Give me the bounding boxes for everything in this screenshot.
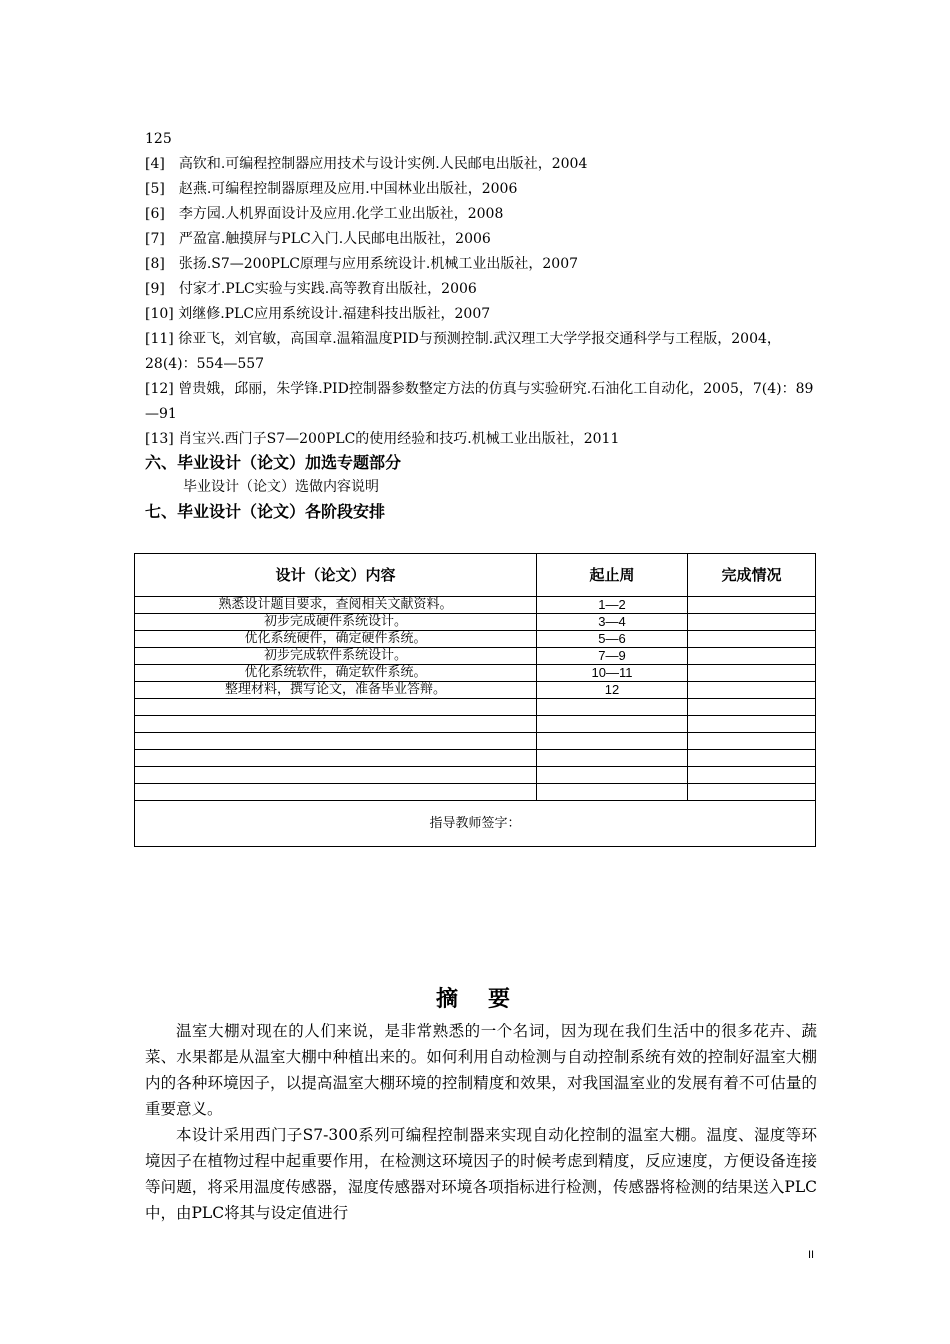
reference-item-12: [12] 曾贵娥，邱丽，朱学锋.PID控制器参数整定方法的仿真与实验研究.石油化工自动化，2005，7(4)：89—91 [145, 381, 814, 422]
table-row [135, 784, 816, 801]
signature-row [135, 801, 816, 847]
reference-list [145, 127, 817, 452]
advisor-signature-label: 指导教师签字： [135, 801, 816, 847]
cell-weeks [537, 784, 688, 801]
table-row [135, 750, 816, 767]
cell-weeks: 12 [537, 682, 688, 699]
cell-weeks: 5—6 [537, 631, 688, 648]
cell-status [688, 750, 816, 767]
table-row [135, 682, 816, 699]
reference-item-7: [7] 严盈富.触摸屏与PLC入门.人民邮电出版社，2006 [145, 231, 491, 247]
cell-content: 优化系统硬件，确定硬件系统。 [135, 631, 537, 648]
table-row [135, 767, 816, 784]
cell-content: 熟悉设计题目要求，查阅相关文献资料。 [135, 597, 537, 614]
cell-status [688, 699, 816, 716]
cell-weeks [537, 716, 688, 733]
cell-content [135, 699, 537, 716]
cell-status [688, 631, 816, 648]
cell-content: 初步完成软件系统设计。 [135, 648, 537, 665]
cell-content: 整理材料，撰写论文，准备毕业答辩。 [135, 682, 537, 699]
cell-content [135, 784, 537, 801]
page-number: II [808, 1249, 815, 1261]
reference-item-4: [4] 高钦和.可编程控制器应用技术与设计实例.人民邮电出版社，2004 [145, 156, 588, 172]
table-row [135, 631, 816, 648]
cell-content [135, 767, 537, 784]
reference-item-5: [5] 赵燕.可编程控制器原理及应用.中国林业出版社，2006 [145, 181, 518, 197]
cell-status [688, 648, 816, 665]
abstract-paragraph-1: 温室大棚对现在的人们来说，是非常熟悉的一个名词，因为现在我们生活中的很多花卉、蔬菜、水果都是从温室大棚中种植出来的。如何利用自动检测与自动控制系统有效的控制好温室大棚内的各种环境因子，以提高温室大棚环境的控制精度和效果，对我国温室业的发展有着不可估量的重要意义。 [145, 1022, 817, 1118]
cell-status [688, 614, 816, 631]
section-6-note: 毕业设计（论文）选做内容说明 [183, 479, 379, 495]
reference-item-8: [8] 张扬.S7—200PLC原理与应用系统设计.机械工业出版社，2007 [145, 256, 579, 272]
table-row [135, 665, 816, 682]
section-7-heading: 七、毕业设计（论文）各阶段安排 [145, 502, 386, 521]
cell-status [688, 767, 816, 784]
cell-content: 初步完成硬件系统设计。 [135, 614, 537, 631]
reference-item-9: [9] 付家才.PLC实验与实践.高等教育出版社，2006 [145, 281, 477, 297]
table-row [135, 733, 816, 750]
table-row [135, 648, 816, 665]
header-weeks: 起止周 [537, 554, 688, 597]
abstract-body [145, 1018, 817, 1226]
schedule-table [134, 553, 816, 847]
cell-weeks [537, 699, 688, 716]
cell-weeks: 3—4 [537, 614, 688, 631]
abstract-title: 摘 要 [435, 987, 514, 1012]
cell-content: 优化系统软件，确定软件系统。 [135, 665, 537, 682]
cell-content [135, 716, 537, 733]
cell-weeks: 1—2 [537, 597, 688, 614]
cell-status [688, 716, 816, 733]
cell-status [688, 597, 816, 614]
reference-item-11: [11] 徐亚飞，刘官敏，高国章.温箱温度PID与预测控制.武汉理工大学学报交通科学与工程版，2004，28(4)：554—557 [145, 331, 781, 372]
cell-status [688, 733, 816, 750]
cell-weeks [537, 750, 688, 767]
cell-status [688, 665, 816, 682]
cell-weeks [537, 767, 688, 784]
table-header-row [135, 554, 816, 597]
abstract-paragraph-2: 本设计采用西门子S7-300系列可编程控制器来实现自动化控制的温室大棚。温度、湿度等环境因子在植物过程中起重要作用，在检测这环境因子的时候考虑到精度，反应速度，方便设备连接等问题，将采用温度传感器，湿度传感器对环境各项指标进行检测，传感器将检测的结果送入PLC中，由PLC将其与设定值进行 [145, 1126, 817, 1222]
table-row [135, 716, 816, 733]
cell-content [135, 750, 537, 767]
reference-item-13: [13] 肖宝兴.西门子S7—200PLC的使用经验和技巧.机械工业出版社，2011 [145, 431, 620, 447]
header-content: 设计（论文）内容 [135, 554, 537, 597]
cell-status [688, 682, 816, 699]
table-row [135, 614, 816, 631]
reference-item-6: [6] 李方园.人机界面设计及应用.化学工业出版社，2008 [145, 206, 504, 222]
header-status: 完成情况 [688, 554, 816, 597]
table-row [135, 597, 816, 614]
reference-lead: 125 [145, 131, 172, 147]
section-6-heading: 六、毕业设计（论文）加选专题部分 [145, 453, 402, 472]
cell-status [688, 784, 816, 801]
cell-weeks: 7—9 [537, 648, 688, 665]
cell-weeks [537, 733, 688, 750]
reference-item-10: [10] 刘继修.PLC应用系统设计.福建科技出版社，2007 [145, 306, 491, 322]
cell-weeks: 10—11 [537, 665, 688, 682]
cell-content [135, 733, 537, 750]
table-row [135, 699, 816, 716]
